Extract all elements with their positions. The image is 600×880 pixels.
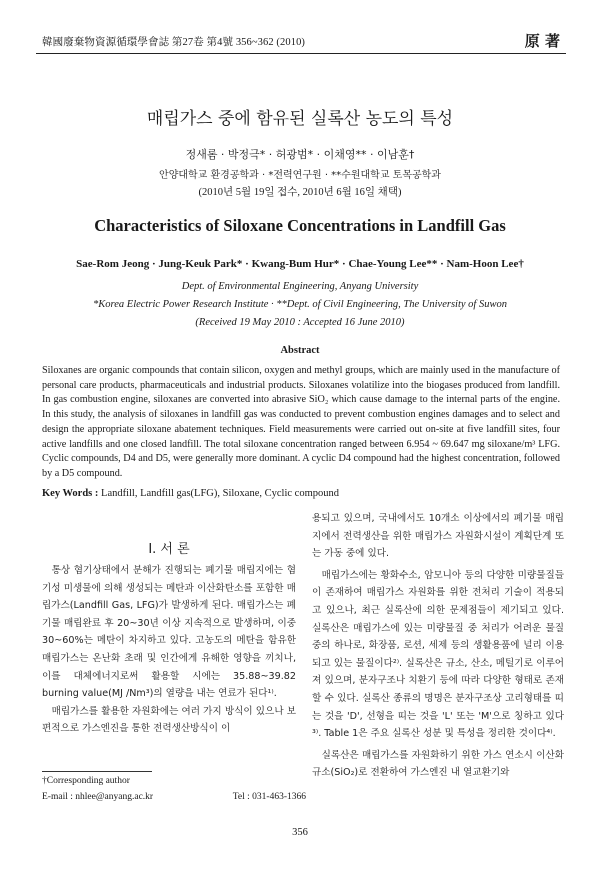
corresponding-author-mark: †Corresponding author — [42, 776, 130, 786]
english-affiliation-1: Dept. of Environmental Engineering, Anyang University — [181, 281, 419, 292]
english-title: Characteristics of Siloxane Concentrations in Landfill Gas — [94, 216, 506, 235]
keywords-text: Landfill, Landfill gas(LFG), Siloxane, Cyclic compound — [101, 488, 339, 499]
journal-header: 韓國廢棄物資源循環學會誌 第27卷 第4號 356~362 (2010) — [42, 37, 306, 48]
footnote-contact — [42, 792, 306, 802]
paragraph: 통상 혐기상태에서 분해가 진행되는 폐기물 매립지에는 혐기성 미생물에 의해 생성되는 메탄과 이산화탄소를 포함한 매립가스(Landfill Gas, LFG)가 발생하게 된다. 매립가스는 폐기물 매립완료 후 20~30년 이상 지속적으로 발생하며, 이중 30~60%는 메탄이 차지하고 있다. 고농도의 메탄을 함유한 매립가스는 온난화 초래 및 인간에게 유해한 영향을 끼치나, 이를 대체에너지로써 활용할 시에는 35.88~39.82 burning value(MJ /Nm³)의 열량을 내는 연료가 된다¹⁾. — [42, 565, 296, 700]
korean-affiliations: 안양대학교 환경공학과 · *전력연구원 · **수원대학교 토목공학과 — [159, 170, 441, 181]
paragraph: 매립가스를 활용한 자원화에는 여러 가지 방식이 있으나 보편적으로 가스엔진을 통한 전력생산방식이 이 — [42, 705, 296, 735]
page-number: 356 — [292, 827, 308, 838]
korean-authors: 정새롬 · 박정극* · 허광범* · 이채영** · 이남훈† — [185, 148, 415, 161]
abstract-heading: Abstract — [280, 345, 320, 356]
author-email: E-mail : nhlee@anyang.ac.kr — [42, 792, 154, 802]
footnote-rule — [42, 771, 152, 772]
paragraph: 실록산은 매립가스를 자원화하기 위한 가스 연소시 이산화규소(SiO₂)로 전환하여 가스엔진 내 열교환기와 — [312, 749, 564, 779]
header-rule — [36, 53, 566, 54]
english-dates: (Received 19 May 2010 : Accepted 16 June 2010) — [195, 317, 405, 328]
korean-dates: (2010년 5월 19일 접수, 2010년 6월 16일 채택) — [198, 187, 402, 198]
paragraph: 매립가스에는 황화수소, 암모니아 등의 다양한 미량물질들이 존재하여 매립가스 자원화를 위한 전처리 기술이 적용되고 있으나, 최근 실록산에 의한 문제점들이 제기되고 있다. 실록산은 매립가스에 있는 미량물질 중 처리가 어려운 물질 중의 하나로, 화장품, 로션, 세제 등의 생활용품에 널리 이용되고 있는 물질이다²⁾. 실록산은 규소, 산소, 메틸기로 이루어져 있으며, 분자구조나 치환기 등에 따라 다양한 형태로 존재할 수 있다. 실록산 종류의 명명은 분자구조상 고리형태를 띠는 것을 'D', 선형을 띠는 것을 'L' 또는 'M'으로 칭하고 있다³⁾. Table 1은 주요 실록산 성분 및 특성을 정리한 것이다⁴⁾. — [312, 569, 564, 740]
korean-title: 매립가스 중에 함유된 실록산 농도의 특성 — [146, 109, 454, 129]
abstract-text: Siloxanes are organic compounds that contain silicon, oxygen and methyl groups, which are mainly used in the manufacture of personal care products, pharmaceuticals and industrial products. Siloxanes volatilize into the biogases produced from landfill. In gas combustion engine, siloxanes are converted into abrasive SiO₂ which cause damage to the internal parts of the engine. In this study, the analysis of siloxanes in landfill gas was conducted to prevent combustion engines damages and to select and design the appropriate siloxane abatement techniques. Field measurements were carried out on-site at five landfill sites, four active landfills and one closed landfill. The total siloxane concentration ranged between 6.954 ~ 69.647 mg siloxane/m³ LFG. Cyclic compounds, D4 and D5, were generally more dominant. A cyclic D4 compound had the highest concentration, followed by a D5 compound. — [42, 365, 561, 479]
english-affiliation-2: *Korea Electric Power Research Institute · **Dept. of Civil Engineering, The University of Suwon — [93, 299, 507, 310]
paragraph: 용되고 있으며, 국내에서도 10개소 이상에서의 폐기물 매립지에서 전력생산을 위한 매립가스 자원화시설이 계획단계 또는 가동 중에 있다. — [312, 513, 564, 560]
body-column-right — [312, 510, 564, 782]
keywords — [42, 488, 339, 499]
keywords-label: Key Words : — [42, 488, 99, 499]
body-column-left — [42, 562, 296, 738]
author-phone: Tel : 031-463-1366 — [232, 792, 306, 802]
article-category: 原 著 — [524, 32, 560, 50]
english-authors: Sae-Rom Jeong · Jung-Keuk Park* · Kwang-Bum Hur* · Chae-Young Lee** · Nam-Hoon Lee† — [76, 258, 524, 270]
section-heading: I. 서 론 — [148, 542, 190, 557]
